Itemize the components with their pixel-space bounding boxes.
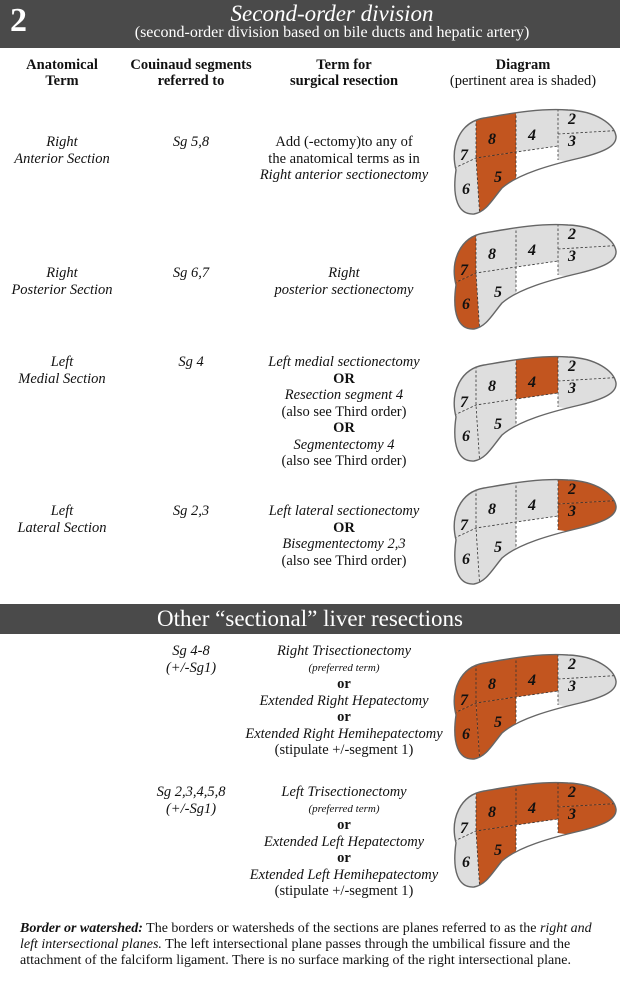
- segment-label-5: 5: [494, 416, 502, 433]
- row-segments: Sg 4-8 (+/-Sg1): [165, 643, 217, 676]
- segment-4-shaded: [516, 645, 558, 697]
- segment-8: [476, 217, 516, 273]
- footnote-planes: right and left intersectional planes.: [20, 921, 592, 952]
- section-subtitle: (second-order division based on bile ducts and hepatic artery): [134, 24, 530, 41]
- segment-label-7: 7: [460, 517, 468, 534]
- segment-label-8: 8: [488, 676, 496, 693]
- segment-label-3: 3: [568, 806, 576, 823]
- segment-label-4: 4: [528, 242, 536, 259]
- row-segments: Sg 5,8: [172, 134, 210, 150]
- segment-2: [558, 100, 618, 134]
- section-title: Second-order division: [230, 1, 434, 26]
- other-resections-banner: Other “sectional” liver resections: [0, 604, 620, 634]
- segment-label-6: 6: [462, 551, 470, 568]
- segment-label-3: 3: [568, 503, 576, 520]
- footnote-lead: Border or watershed:: [20, 921, 143, 936]
- row-surgical: Add (-ectomy)to any of the anatomical terms as in Right anterior sectionectomy: [259, 134, 429, 183]
- segment-label-6: 6: [462, 181, 470, 198]
- liver-diagram: [446, 347, 618, 465]
- footnote: [20, 921, 602, 969]
- segment-label-5: 5: [494, 284, 502, 301]
- segment-label-7: 7: [460, 820, 468, 837]
- segment-label-3: 3: [568, 678, 576, 695]
- segment-8-shaded: [476, 775, 516, 831]
- liver-diagram: [446, 773, 618, 891]
- segment-8-shaded: [476, 647, 516, 703]
- segment-label-4: 4: [528, 497, 536, 514]
- liver-diagram: [446, 470, 618, 588]
- col-header-surgical: Term for surgical resection: [289, 57, 399, 89]
- row-segments: Sg 2,3,4,5,8 (+/-Sg1): [156, 784, 226, 817]
- col-header-diagram: Diagram (pertinent area is shaded): [449, 57, 597, 89]
- row-segments: Sg 4: [178, 354, 204, 370]
- liver-diagram: [446, 645, 618, 763]
- footnote-text: The left intersectional plane passes through the umbilical fissure and the attachment of the falciform ligament. There is no surface marking of the right intersectional plane.: [20, 937, 571, 968]
- segment-label-8: 8: [488, 131, 496, 148]
- row-surgical: Left medial sectionectomy OR Resection segment 4 (also see Third order) OR Segmentectomy 4 (also see Third order): [268, 354, 420, 469]
- segment-label-4: 4: [528, 800, 536, 817]
- segment-4: [516, 100, 558, 152]
- liver-diagram: [446, 215, 618, 333]
- segment-4: [516, 215, 558, 267]
- col-header-term: Anatomical Term: [26, 57, 98, 89]
- segment-label-8: 8: [488, 378, 496, 395]
- segment-2-shaded: [558, 773, 618, 807]
- segment-label-5: 5: [494, 842, 502, 859]
- segment-4: [516, 470, 558, 522]
- segment-label-5: 5: [494, 714, 502, 731]
- segment-label-7: 7: [460, 147, 468, 164]
- segment-label-7: 7: [460, 262, 468, 279]
- segment-3: [558, 377, 618, 417]
- segment-2: [558, 215, 618, 249]
- segment-label-2: 2: [568, 656, 576, 673]
- segment-3-shaded: [558, 500, 618, 540]
- row-term: Right Anterior Section: [14, 134, 110, 167]
- segment-8: [476, 472, 516, 528]
- segment-3-shaded: [558, 803, 618, 843]
- row-surgical: Right posterior sectionectomy: [274, 265, 414, 298]
- segment-8: [476, 349, 516, 405]
- liver-diagram: [446, 100, 618, 218]
- segment-label-8: 8: [488, 804, 496, 821]
- segment-label-7: 7: [460, 692, 468, 709]
- segment-label-3: 3: [568, 380, 576, 397]
- segment-3: [558, 245, 618, 285]
- row-segments: Sg 2,3: [172, 503, 210, 519]
- row-surgical: Left lateral sectionectomy OR Bisegmentectomy 2,3 (also see Third order): [268, 503, 420, 569]
- footnote-text: The borders or watersheds of the sections are planes referred to as the: [146, 921, 537, 936]
- segment-label-6: 6: [462, 428, 470, 445]
- row-term: Right Posterior Section: [11, 265, 113, 298]
- segment-label-7: 7: [460, 394, 468, 411]
- segment-label-2: 2: [568, 111, 576, 128]
- segment-label-2: 2: [568, 481, 576, 498]
- segment-label-4: 4: [528, 672, 536, 689]
- row-term: Left Medial Section: [18, 354, 106, 387]
- segment-label-5: 5: [494, 539, 502, 556]
- segment-label-8: 8: [488, 501, 496, 518]
- row-surgical: Left Trisectionectomy (preferred term) or Extended Left Hepatectomy or Extended Left Hemihepatectomy (stipulate +/-segment 1): [249, 784, 439, 899]
- segment-label-4: 4: [528, 127, 536, 144]
- segment-4-shaded: [516, 347, 558, 399]
- segment-label-3: 3: [568, 133, 576, 150]
- segment-8-shaded: [476, 102, 516, 158]
- segment-label-5: 5: [494, 169, 502, 186]
- segment-label-6: 6: [462, 854, 470, 871]
- segment-3: [558, 675, 618, 715]
- segment-label-8: 8: [488, 246, 496, 263]
- segment-label-2: 2: [568, 784, 576, 801]
- segment-2-shaded: [558, 470, 618, 504]
- segment-2: [558, 347, 618, 381]
- segment-label-2: 2: [568, 358, 576, 375]
- row-segments: Sg 6,7: [172, 265, 210, 281]
- row-surgical: Right Trisectionectomy (preferred term) or Extended Right Hepatectomy or Extended Right Hemihepatectomy (stipulate +/-segment 1): [245, 643, 443, 758]
- segment-3: [558, 130, 618, 170]
- segment-label-4: 4: [528, 374, 536, 391]
- row-term: Left Lateral Section: [17, 503, 107, 536]
- segment-label-2: 2: [568, 226, 576, 243]
- segment-4-shaded: [516, 773, 558, 825]
- segment-2: [558, 645, 618, 679]
- segment-label-3: 3: [568, 248, 576, 265]
- segment-label-6: 6: [462, 296, 470, 313]
- section-number: 2: [10, 2, 27, 39]
- segment-label-6: 6: [462, 726, 470, 743]
- col-header-segments: Couinaud segments referred to: [130, 57, 252, 89]
- section-header: [0, 0, 620, 48]
